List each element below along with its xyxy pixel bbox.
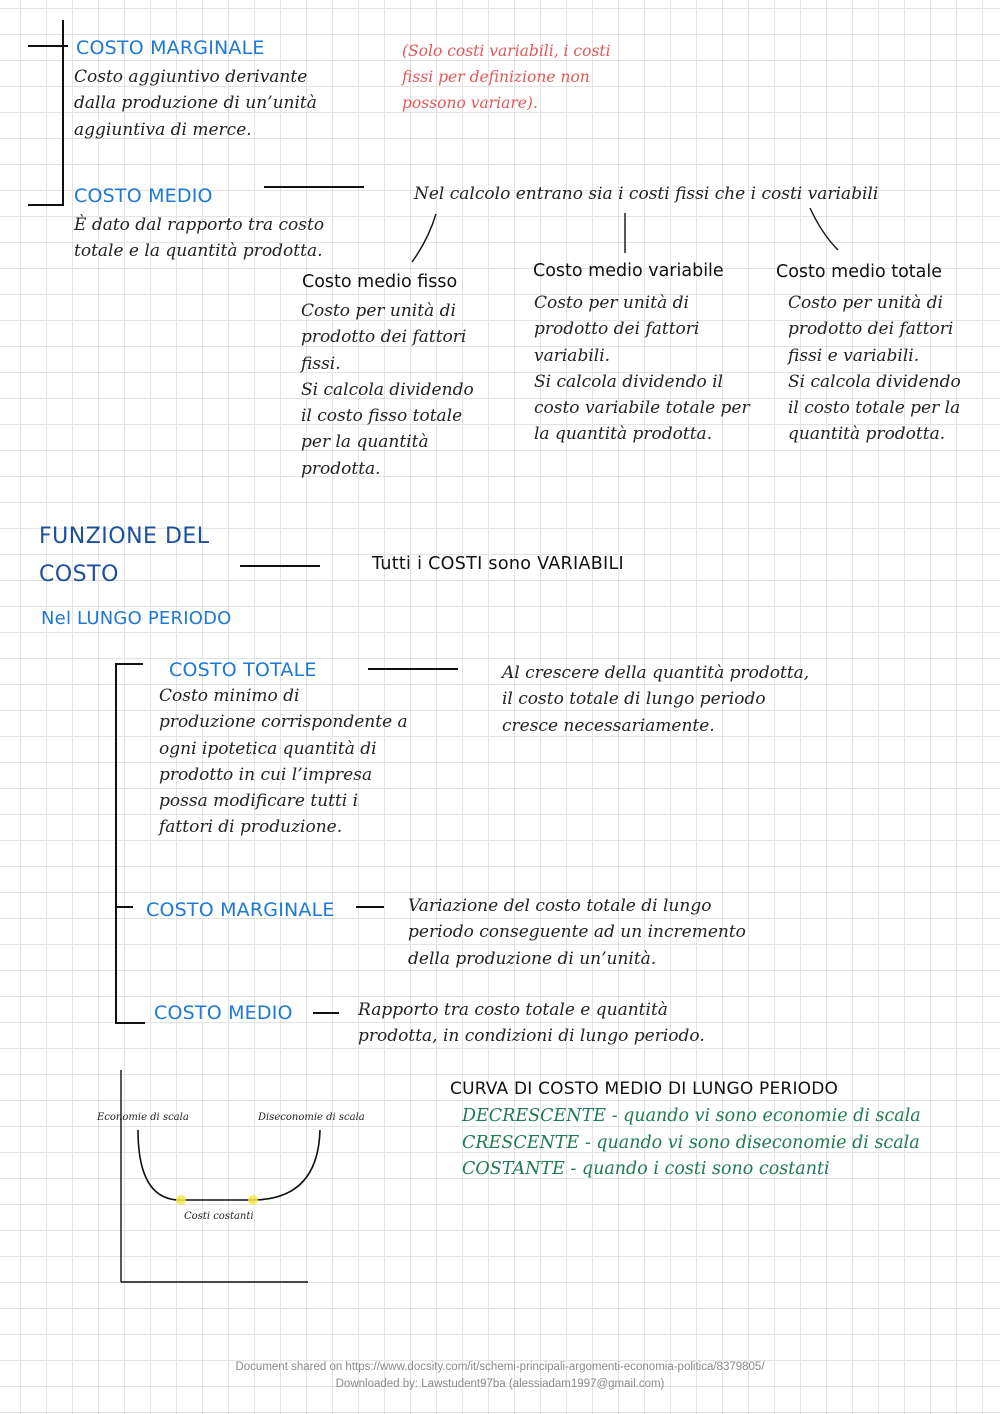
connector-funzione xyxy=(240,565,320,567)
costo-marginale-note: (Solo costi variabili, i costi fissi per definizione non possono variare). xyxy=(402,42,611,112)
costo-marginale-lp-note: Variazione del costo totale di lungo periodo conseguente ad un incremento della produzione di un’unità. xyxy=(408,896,746,969)
bracket-tick-totale xyxy=(115,663,143,665)
branch-line-totale xyxy=(810,208,838,250)
bracket-vertical-lungo xyxy=(115,663,117,1024)
bracket-tick-medio-lp xyxy=(115,1022,145,1024)
bracket-tick-marginale-lp xyxy=(115,906,133,908)
costo-medio-lp-title: COSTO MEDIO xyxy=(154,1002,293,1024)
costo-medio-title: COSTO MEDIO xyxy=(74,185,213,207)
branch-fisso-title: Costo medio fisso xyxy=(302,272,458,292)
branch-totale-text: Costo per unità di prodotto dei fattori fissi e variabili. Si calcola dividendo il costo totale per la quantità prodotta. xyxy=(788,293,961,445)
curva-item-decrescente: DECRESCENTE - quando vi sono economie di scala xyxy=(462,1106,921,1126)
curve-point-right xyxy=(248,1195,258,1205)
costo-marginale-text: Costo aggiuntivo derivante dalla produzione di un’unità aggiuntiva di merce. xyxy=(74,67,317,140)
funzione-note: Tutti i COSTI sono VARIABILI xyxy=(372,554,624,574)
graph-label-economie: Economie di scala xyxy=(97,1112,189,1123)
costo-marginale-lp-title: COSTO MARGINALE xyxy=(146,899,335,921)
branch-connectors xyxy=(0,0,1000,300)
curva-title: CURVA DI COSTO MEDIO DI LUNGO PERIODO xyxy=(450,1079,839,1099)
connector-marginale-lp xyxy=(356,906,384,908)
footer-shared-link[interactable]: Document shared on https://www.docsity.com/it/schemi-principali-argomenti-economia-politica/8379805/ xyxy=(235,1361,765,1373)
funzione-title: FUNZIONE DEL COSTO xyxy=(39,524,210,587)
costo-medio-text: È dato dal rapporto tra costo totale e la quantità prodotta. xyxy=(74,215,325,262)
connector-totale xyxy=(368,668,458,670)
branch-fisso-text: Costo per unità di prodotto dei fattori fissi. Si calcola dividendo il costo fisso totale per la quantità prodotta. xyxy=(301,301,474,479)
cost-curve-graph xyxy=(0,1060,400,1300)
curva-item-costante: COSTANTE - quando i costi sono costanti xyxy=(462,1159,830,1179)
branch-line-fisso xyxy=(412,214,436,262)
long-run-average-cost-curve xyxy=(138,1130,320,1200)
costo-totale-note: Al crescere della quantità prodotta, il costo totale di lungo periodo cresce necessariamente. xyxy=(502,663,810,736)
costo-medio-note: Nel calcolo entrano sia i costi fissi che i costi variabili xyxy=(414,184,879,204)
branch-totale-title: Costo medio totale xyxy=(776,262,943,282)
footer-downloaded-by: Downloaded by: Lawstudent97ba (alessiadam1997@gmail.com) xyxy=(335,1378,665,1390)
graph-label-diseconomie: Diseconomie di scala xyxy=(258,1112,365,1123)
costo-marginale-title: COSTO MARGINALE xyxy=(76,37,265,59)
curve-point-left xyxy=(176,1195,186,1205)
costo-totale-text: Costo minimo di produzione corrispondente a ogni ipotetica quantità di prodotto in cui l’impresa possa modificare tutti i fattori di produzione. xyxy=(159,686,408,838)
curva-item-crescente: CRESCENTE - quando vi sono diseconomie di scala xyxy=(462,1133,920,1153)
graph-label-costanti: Costi costanti xyxy=(184,1211,254,1222)
branch-variabile-text: Costo per unità di prodotto dei fattori variabili. Si calcola dividendo il costo variabile totale per la quantità prodotta. xyxy=(534,293,750,445)
costo-totale-title: COSTO TOTALE xyxy=(169,659,317,681)
branch-variabile-title: Costo medio variabile xyxy=(533,261,724,281)
lungo-periodo-subtitle: Nel LUNGO PERIODO xyxy=(41,608,232,629)
costo-medio-lp-note: Rapporto tra costo totale e quantità prodotta, in condizioni di lungo periodo. xyxy=(358,1000,705,1047)
connector-medio-lp xyxy=(313,1012,339,1014)
